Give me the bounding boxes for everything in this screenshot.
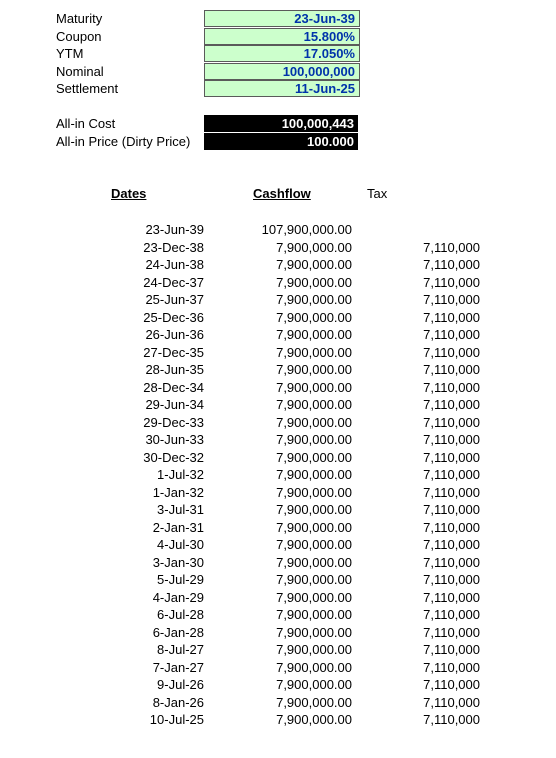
table-row xyxy=(0,466,556,484)
cashflow-cell[interactable]: 7,900,000.00 xyxy=(276,379,352,395)
tax-cell[interactable]: 7,110,000 xyxy=(423,607,480,622)
tax-cell[interactable]: 7,110,000 xyxy=(423,257,480,272)
all-in-cost-label: All-in Cost xyxy=(56,116,116,131)
cashflow-cell[interactable]: 7,900,000.00 xyxy=(276,589,352,605)
date-cell[interactable]: 5-Jul-29 xyxy=(157,572,204,587)
tax-cell[interactable]: 7,110,000 xyxy=(423,362,480,377)
date-cell[interactable]: 7-Jan-27 xyxy=(152,659,204,675)
date-cell[interactable]: 8-Jul-27 xyxy=(157,642,204,657)
maturity-input[interactable]: 23-Jun-39 xyxy=(204,10,360,27)
tax-cell[interactable]: 7,110,000 xyxy=(423,589,480,605)
tax-cell[interactable]: 7,110,000 xyxy=(423,292,480,307)
tax-cell[interactable]: 7,110,000 xyxy=(423,327,480,342)
date-cell[interactable]: 30-Jun-33 xyxy=(145,432,204,447)
date-cell[interactable]: 24-Jun-38 xyxy=(145,257,204,272)
table-row xyxy=(0,361,556,379)
dates-header: Dates xyxy=(111,186,147,201)
table-row xyxy=(0,449,556,467)
table-row xyxy=(0,659,556,677)
table-row xyxy=(0,711,556,729)
tax-cell[interactable]: 7,110,000 xyxy=(423,519,480,535)
cashflow-cell[interactable]: 7,900,000.00 xyxy=(276,274,352,290)
table-row xyxy=(0,221,556,239)
tax-cell[interactable]: 7,110,000 xyxy=(423,344,480,360)
tax-cell[interactable]: 7,110,000 xyxy=(423,432,480,447)
cashflow-cell[interactable]: 7,900,000.00 xyxy=(276,257,352,272)
tax-cell[interactable]: 7,110,000 xyxy=(423,537,480,552)
date-cell[interactable]: 2-Jan-31 xyxy=(152,519,204,535)
date-cell[interactable]: 10-Jul-25 xyxy=(149,712,204,727)
table-row xyxy=(0,379,556,397)
all-in-price-value[interactable]: 100.000 xyxy=(204,133,358,150)
tax-cell[interactable]: 7,110,000 xyxy=(423,397,480,412)
cashflow-cell[interactable]: 7,900,000.00 xyxy=(276,327,352,342)
cashflow-cell[interactable]: 7,900,000.00 xyxy=(276,642,352,657)
cashflow-cell[interactable]: 7,900,000.00 xyxy=(276,414,352,430)
date-cell[interactable]: 25-Dec-36 xyxy=(143,309,204,325)
table-row xyxy=(0,641,556,659)
tax-cell[interactable]: 7,110,000 xyxy=(423,309,480,325)
tax-cell[interactable]: 7,110,000 xyxy=(423,239,480,255)
cashflow-cell[interactable]: 7,900,000.00 xyxy=(276,502,352,517)
date-cell[interactable]: 23-Jun-39 xyxy=(145,222,204,237)
cashflow-cell[interactable]: 7,900,000.00 xyxy=(276,449,352,465)
coupon-input[interactable]: 15.800% xyxy=(204,28,360,45)
table-row xyxy=(0,326,556,344)
date-cell[interactable]: 29-Jun-34 xyxy=(145,397,204,412)
table-row xyxy=(0,291,556,309)
ytm-label: YTM xyxy=(56,46,84,61)
settlement-label: Settlement xyxy=(56,81,119,96)
tax-cell[interactable]: 7,110,000 xyxy=(423,677,480,692)
date-cell[interactable]: 24-Dec-37 xyxy=(143,274,204,290)
table-row xyxy=(0,274,556,292)
table-row xyxy=(0,414,556,432)
date-cell[interactable]: 4-Jul-30 xyxy=(157,537,204,552)
cashflow-cell[interactable]: 7,900,000.00 xyxy=(276,607,352,622)
tax-cell[interactable]: 7,110,000 xyxy=(423,274,480,290)
cashflow-cell[interactable]: 7,900,000.00 xyxy=(276,239,352,255)
table-row xyxy=(0,554,556,572)
tax-cell[interactable]: 7,110,000 xyxy=(423,572,480,587)
maturity-label: Maturity xyxy=(56,11,103,26)
tax-cell[interactable]: 7,110,000 xyxy=(423,694,480,710)
cashflow-cell[interactable]: 7,900,000.00 xyxy=(276,554,352,570)
tax-cell[interactable]: 7,110,000 xyxy=(423,467,480,482)
date-cell[interactable]: 3-Jan-30 xyxy=(152,554,204,570)
table-row xyxy=(0,606,556,624)
date-cell[interactable]: 30-Dec-32 xyxy=(143,449,204,465)
nominal-label: Nominal xyxy=(56,64,104,79)
date-cell[interactable]: 25-Jun-37 xyxy=(145,292,204,307)
date-cell[interactable]: 27-Dec-35 xyxy=(143,344,204,360)
tax-cell[interactable]: 7,110,000 xyxy=(423,414,480,430)
date-cell[interactable]: 6-Jan-28 xyxy=(152,624,204,640)
table-row xyxy=(0,624,556,642)
table-row xyxy=(0,501,556,519)
date-cell[interactable]: 28-Dec-34 xyxy=(143,379,204,395)
date-cell[interactable]: 9-Jul-26 xyxy=(157,677,204,692)
tax-cell[interactable]: 7,110,000 xyxy=(423,712,480,727)
table-row xyxy=(0,694,556,712)
table-row xyxy=(0,344,556,362)
cashflow-header: Cashflow xyxy=(253,186,311,201)
table-row xyxy=(0,484,556,502)
cashflow-cell[interactable]: 7,900,000.00 xyxy=(276,309,352,325)
cashflow-cell[interactable]: 7,900,000.00 xyxy=(276,712,352,727)
coupon-label: Coupon xyxy=(56,29,102,44)
date-cell[interactable]: 29-Dec-33 xyxy=(143,414,204,430)
table-row xyxy=(0,676,556,694)
cashflow-cell[interactable]: 7,900,000.00 xyxy=(276,467,352,482)
tax-cell[interactable]: 7,110,000 xyxy=(423,642,480,657)
cashflow-cell[interactable]: 7,900,000.00 xyxy=(276,292,352,307)
table-row xyxy=(0,396,556,414)
settlement-input[interactable]: 11-Jun-25 xyxy=(204,80,360,97)
cashflow-cell[interactable]: 7,900,000.00 xyxy=(276,519,352,535)
date-cell[interactable]: 1-Jul-32 xyxy=(157,467,204,482)
cashflow-cell[interactable]: 7,900,000.00 xyxy=(276,344,352,360)
cashflow-cell[interactable]: 7,900,000.00 xyxy=(276,677,352,692)
cashflow-cell[interactable]: 7,900,000.00 xyxy=(276,659,352,675)
cashflow-cell[interactable]: 7,900,000.00 xyxy=(276,397,352,412)
date-cell[interactable]: 23-Dec-38 xyxy=(143,239,204,255)
all-in-price-label: All-in Price (Dirty Price) xyxy=(56,134,191,149)
table-row xyxy=(0,519,556,537)
table-row xyxy=(0,536,556,554)
cashflow-cell[interactable]: 107,900,000.00 xyxy=(261,222,352,237)
cashflow-cell[interactable]: 7,900,000.00 xyxy=(276,362,352,377)
tax-cell[interactable]: 7,110,000 xyxy=(423,449,480,465)
date-cell[interactable]: 8-Jan-26 xyxy=(152,694,204,710)
cashflow-cell[interactable]: 7,900,000.00 xyxy=(276,484,352,500)
cashflow-cell[interactable]: 7,900,000.00 xyxy=(276,537,352,552)
tax-cell[interactable]: 7,110,000 xyxy=(423,484,480,500)
table-row xyxy=(0,431,556,449)
ytm-input[interactable]: 17.050% xyxy=(204,45,360,62)
cashflow-cell[interactable]: 7,900,000.00 xyxy=(276,624,352,640)
table-row xyxy=(0,309,556,327)
tax-cell[interactable]: 7,110,000 xyxy=(423,379,480,395)
date-cell[interactable]: 3-Jul-31 xyxy=(157,502,204,517)
table-row xyxy=(0,589,556,607)
tax-header: Tax xyxy=(367,186,388,201)
date-cell[interactable]: 26-Jun-36 xyxy=(145,327,204,342)
cashflow-cell[interactable]: 7,900,000.00 xyxy=(276,694,352,710)
all-in-cost-value[interactable]: 100,000,443 xyxy=(204,115,358,132)
table-row xyxy=(0,256,556,274)
cashflow-cell[interactable]: 7,900,000.00 xyxy=(276,572,352,587)
tax-cell[interactable]: 7,110,000 xyxy=(423,554,480,570)
tax-cell[interactable]: 7,110,000 xyxy=(423,659,480,675)
table-row xyxy=(0,239,556,257)
table-row xyxy=(0,571,556,589)
cashflow-cell[interactable]: 7,900,000.00 xyxy=(276,432,352,447)
tax-cell[interactable]: 7,110,000 xyxy=(423,502,480,517)
tax-cell[interactable]: 7,110,000 xyxy=(423,624,480,640)
date-cell[interactable]: 6-Jul-28 xyxy=(157,607,204,622)
nominal-input[interactable]: 100,000,000 xyxy=(204,63,360,80)
date-cell[interactable]: 28-Jun-35 xyxy=(145,362,204,377)
date-cell[interactable]: 1-Jan-32 xyxy=(152,484,204,500)
date-cell[interactable]: 4-Jan-29 xyxy=(152,589,204,605)
